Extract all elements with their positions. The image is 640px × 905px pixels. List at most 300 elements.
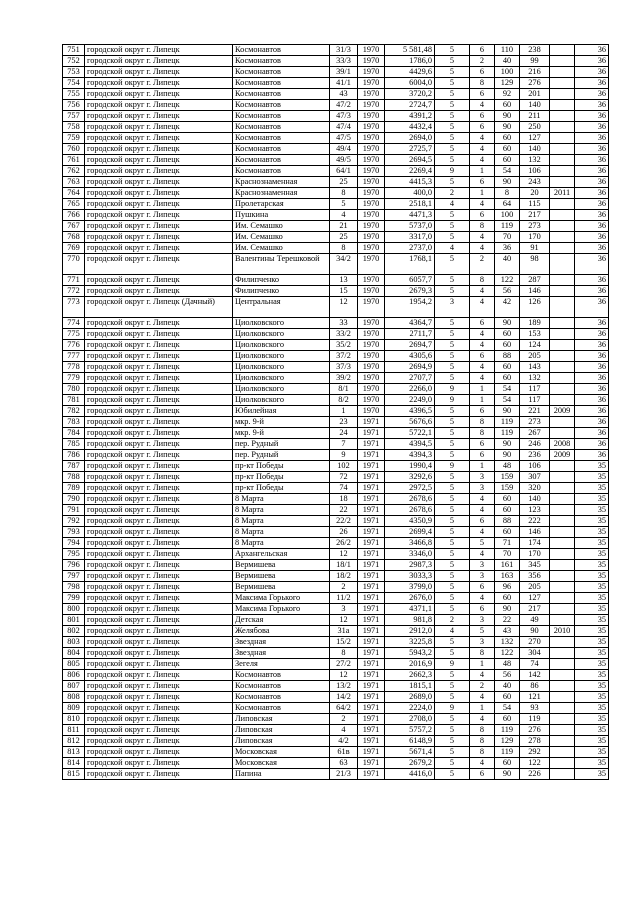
table-row: [63, 417, 609, 428]
cell-wear-percent: 36: [575, 275, 609, 286]
cell-wear-percent: 36: [575, 67, 609, 78]
cell-apartments: 42: [495, 297, 520, 318]
cell-wear-percent: 35: [575, 582, 609, 593]
cell-year-built: 1971: [358, 703, 385, 714]
cell-residents: 226: [520, 769, 550, 780]
cell-municipality: городской округ г. Липецк: [85, 538, 233, 549]
cell-house-number: 12: [330, 615, 358, 626]
cell-entrances: 3: [470, 615, 495, 626]
cell-entrances: 1: [470, 166, 495, 177]
cell-floors: 5: [435, 450, 470, 461]
cell-row-number: 806: [63, 670, 85, 681]
table-row: [63, 703, 609, 714]
cell-residents: 217: [520, 604, 550, 615]
cell-area: 3346,0: [385, 549, 435, 560]
cell-house-number: 47/4: [330, 122, 358, 133]
cell-year-built: 1971: [358, 637, 385, 648]
cell-entrances: 8: [470, 428, 495, 439]
cell-street: Космонавтов: [233, 89, 330, 100]
cell-entrances: 4: [470, 527, 495, 538]
table-row: [63, 681, 609, 692]
cell-row-number: 794: [63, 538, 85, 549]
cell-house-number: 13/2: [330, 681, 358, 692]
cell-residents: 132: [520, 373, 550, 384]
cell-street: пр-кт Победы: [233, 483, 330, 494]
cell-municipality: городской округ г. Липецк: [85, 549, 233, 560]
cell-municipality: городской округ г. Липецк: [85, 210, 233, 221]
table-row: [63, 232, 609, 243]
cell-area: 6148,9: [385, 736, 435, 747]
cell-floors: 5: [435, 210, 470, 221]
cell-house-number: 26/2: [330, 538, 358, 549]
cell-area: 2249,0: [385, 395, 435, 406]
cell-house-number: 34/2: [330, 254, 358, 275]
cell-renovation-year: [550, 177, 575, 188]
cell-apartments: 60: [495, 362, 520, 373]
cell-residents: 127: [520, 593, 550, 604]
cell-street: Папина: [233, 769, 330, 780]
cell-street: Циолковского: [233, 340, 330, 351]
cell-house-number: 25: [330, 177, 358, 188]
table-row: [63, 373, 609, 384]
cell-row-number: 760: [63, 144, 85, 155]
cell-house-number: 26: [330, 527, 358, 538]
cell-apartments: 88: [495, 351, 520, 362]
cell-entrances: 6: [470, 89, 495, 100]
cell-street: Космонавтов: [233, 45, 330, 56]
cell-wear-percent: 36: [575, 144, 609, 155]
cell-house-number: 14/2: [330, 692, 358, 703]
cell-renovation-year: [550, 560, 575, 571]
cell-area: 1768,1: [385, 254, 435, 275]
cell-entrances: 4: [470, 670, 495, 681]
cell-residents: 217: [520, 210, 550, 221]
cell-municipality: городской округ г. Липецк: [85, 450, 233, 461]
cell-floors: 5: [435, 681, 470, 692]
cell-street: 8 Марта: [233, 527, 330, 538]
cell-municipality: городской округ г. Липецк: [85, 351, 233, 362]
cell-municipality: городской округ г. Липецк: [85, 384, 233, 395]
cell-residents: 170: [520, 232, 550, 243]
cell-residents: 276: [520, 78, 550, 89]
table-row: [63, 736, 609, 747]
cell-street: Космонавтов: [233, 78, 330, 89]
cell-street: Циолковского: [233, 395, 330, 406]
cell-municipality: городской округ г. Липецк: [85, 78, 233, 89]
cell-renovation-year: [550, 329, 575, 340]
cell-year-built: 1971: [358, 571, 385, 582]
cell-row-number: 796: [63, 560, 85, 571]
cell-area: 5671,4: [385, 747, 435, 758]
table-row: [63, 78, 609, 89]
cell-wear-percent: 35: [575, 637, 609, 648]
cell-wear-percent: 36: [575, 111, 609, 122]
cell-year-built: 1970: [358, 373, 385, 384]
cell-area: 4394,5: [385, 439, 435, 450]
cell-residents: 132: [520, 155, 550, 166]
cell-floors: 5: [435, 692, 470, 703]
cell-street: 8 Марта: [233, 494, 330, 505]
cell-street: Желябова: [233, 626, 330, 637]
cell-municipality: городской округ г. Липецк: [85, 560, 233, 571]
cell-renovation-year: [550, 527, 575, 538]
cell-residents: 49: [520, 615, 550, 626]
cell-floors: 5: [435, 725, 470, 736]
cell-entrances: 4: [470, 373, 495, 384]
cell-municipality: городской округ г. Липецк: [85, 670, 233, 681]
cell-wear-percent: 35: [575, 549, 609, 560]
cell-renovation-year: [550, 461, 575, 472]
cell-area: 2725,7: [385, 144, 435, 155]
cell-wear-percent: 36: [575, 395, 609, 406]
cell-residents: 106: [520, 166, 550, 177]
cell-wear-percent: 36: [575, 78, 609, 89]
cell-year-built: 1970: [358, 188, 385, 199]
cell-row-number: 759: [63, 133, 85, 144]
cell-floors: 5: [435, 177, 470, 188]
cell-house-number: 12: [330, 670, 358, 681]
cell-wear-percent: 36: [575, 428, 609, 439]
cell-entrances: 1: [470, 384, 495, 395]
cell-residents: 99: [520, 56, 550, 67]
cell-wear-percent: 36: [575, 329, 609, 340]
cell-row-number: 813: [63, 747, 85, 758]
cell-renovation-year: [550, 516, 575, 527]
table-row: [63, 714, 609, 725]
cell-wear-percent: 36: [575, 155, 609, 166]
cell-area: 6004,0: [385, 78, 435, 89]
cell-renovation-year: 2008: [550, 439, 575, 450]
cell-year-built: 1971: [358, 417, 385, 428]
cell-entrances: 4: [470, 593, 495, 604]
cell-renovation-year: [550, 692, 575, 703]
cell-entrances: 2: [470, 254, 495, 275]
cell-entrances: 6: [470, 210, 495, 221]
cell-floors: 5: [435, 670, 470, 681]
cell-wear-percent: 35: [575, 769, 609, 780]
cell-renovation-year: [550, 232, 575, 243]
cell-residents: 276: [520, 725, 550, 736]
cell-street: Космонавтов: [233, 122, 330, 133]
cell-entrances: 4: [470, 505, 495, 516]
cell-house-number: 33: [330, 318, 358, 329]
cell-row-number: 783: [63, 417, 85, 428]
cell-area: 5 581,48: [385, 45, 435, 56]
cell-wear-percent: 35: [575, 461, 609, 472]
cell-municipality: городской округ г. Липецк: [85, 571, 233, 582]
cell-house-number: 33/2: [330, 329, 358, 340]
cell-row-number: 789: [63, 483, 85, 494]
cell-apartments: 60: [495, 340, 520, 351]
table-row: [63, 297, 609, 318]
cell-area: 2678,6: [385, 505, 435, 516]
cell-street: Космонавтов: [233, 67, 330, 78]
cell-apartments: 159: [495, 483, 520, 494]
cell-street: Вермишева: [233, 571, 330, 582]
cell-apartments: 60: [495, 692, 520, 703]
cell-entrances: 6: [470, 439, 495, 450]
cell-house-number: 33/3: [330, 56, 358, 67]
cell-row-number: 787: [63, 461, 85, 472]
cell-street: Звездная: [233, 648, 330, 659]
cell-street: Космонавтов: [233, 133, 330, 144]
cell-floors: 5: [435, 417, 470, 428]
cell-house-number: 22/2: [330, 516, 358, 527]
cell-floors: 2: [435, 615, 470, 626]
cell-apartments: 70: [495, 549, 520, 560]
cell-row-number: 797: [63, 571, 85, 582]
cell-renovation-year: [550, 538, 575, 549]
cell-residents: 246: [520, 439, 550, 450]
cell-street: Московская: [233, 747, 330, 758]
cell-apartments: 60: [495, 133, 520, 144]
cell-floors: 5: [435, 56, 470, 67]
cell-entrances: 4: [470, 199, 495, 210]
cell-residents: 127: [520, 133, 550, 144]
cell-municipality: городской округ г. Липецк: [85, 406, 233, 417]
cell-municipality: городской округ г. Липецк: [85, 681, 233, 692]
cell-wear-percent: 35: [575, 692, 609, 703]
cell-row-number: 799: [63, 593, 85, 604]
cell-area: 4471,3: [385, 210, 435, 221]
cell-apartments: 22: [495, 615, 520, 626]
cell-renovation-year: 2009: [550, 406, 575, 417]
cell-apartments: 90: [495, 439, 520, 450]
cell-house-number: 31/3: [330, 45, 358, 56]
cell-row-number: 753: [63, 67, 85, 78]
cell-renovation-year: [550, 297, 575, 318]
cell-row-number: 801: [63, 615, 85, 626]
cell-street: 8 Марта: [233, 516, 330, 527]
cell-residents: 222: [520, 516, 550, 527]
table-row: [63, 637, 609, 648]
cell-municipality: городской округ г. Липецк: [85, 461, 233, 472]
cell-wear-percent: 35: [575, 648, 609, 659]
cell-municipality: городской округ г. Липецк: [85, 111, 233, 122]
cell-entrances: 6: [470, 604, 495, 615]
cell-renovation-year: [550, 758, 575, 769]
cell-renovation-year: [550, 351, 575, 362]
cell-year-built: 1971: [358, 725, 385, 736]
cell-row-number: 778: [63, 362, 85, 373]
cell-municipality: городской округ г. Липецк: [85, 122, 233, 133]
cell-area: 5737,0: [385, 221, 435, 232]
cell-house-number: 8/2: [330, 395, 358, 406]
cell-street: Космонавтов: [233, 703, 330, 714]
cell-wear-percent: 36: [575, 177, 609, 188]
cell-street: Космонавтов: [233, 692, 330, 703]
cell-apartments: 60: [495, 373, 520, 384]
cell-residents: 121: [520, 692, 550, 703]
table-row: [63, 527, 609, 538]
cell-renovation-year: [550, 549, 575, 560]
cell-area: 2224,0: [385, 703, 435, 714]
cell-street: Юбилейная: [233, 406, 330, 417]
cell-street: Циолковского: [233, 384, 330, 395]
cell-year-built: 1971: [358, 604, 385, 615]
cell-entrances: 1: [470, 703, 495, 714]
cell-entrances: 8: [470, 736, 495, 747]
cell-house-number: 49/5: [330, 155, 358, 166]
cell-apartments: 90: [495, 604, 520, 615]
cell-apartments: 122: [495, 648, 520, 659]
cell-municipality: городской округ г. Липецк: [85, 494, 233, 505]
cell-floors: 5: [435, 714, 470, 725]
cell-wear-percent: 35: [575, 736, 609, 747]
cell-renovation-year: [550, 703, 575, 714]
cell-year-built: 1970: [358, 362, 385, 373]
cell-renovation-year: [550, 571, 575, 582]
cell-renovation-year: [550, 681, 575, 692]
cell-floors: 5: [435, 439, 470, 450]
cell-renovation-year: [550, 210, 575, 221]
cell-street: Космонавтов: [233, 166, 330, 177]
cell-area: 5722,1: [385, 428, 435, 439]
cell-area: 981,8: [385, 615, 435, 626]
cell-entrances: 4: [470, 494, 495, 505]
cell-apartments: 60: [495, 758, 520, 769]
cell-area: 4429,6: [385, 67, 435, 78]
cell-renovation-year: [550, 111, 575, 122]
cell-area: 1954,2: [385, 297, 435, 318]
cell-house-number: 13: [330, 275, 358, 286]
cell-year-built: 1971: [358, 593, 385, 604]
cell-row-number: 766: [63, 210, 85, 221]
cell-apartments: 40: [495, 681, 520, 692]
cell-apartments: 43: [495, 626, 520, 637]
cell-row-number: 756: [63, 100, 85, 111]
cell-entrances: 6: [470, 516, 495, 527]
cell-year-built: 1970: [358, 395, 385, 406]
cell-row-number: 765: [63, 199, 85, 210]
cell-street: Зегеля: [233, 659, 330, 670]
cell-residents: 143: [520, 362, 550, 373]
cell-municipality: городской округ г. Липецк: [85, 243, 233, 254]
cell-entrances: 4: [470, 714, 495, 725]
cell-entrances: 4: [470, 243, 495, 254]
cell-house-number: 7: [330, 439, 358, 450]
table-row: [63, 254, 609, 275]
cell-residents: 140: [520, 494, 550, 505]
cell-renovation-year: [550, 384, 575, 395]
cell-residents: 123: [520, 505, 550, 516]
cell-municipality: городской округ г. Липецк: [85, 428, 233, 439]
cell-row-number: 803: [63, 637, 85, 648]
cell-renovation-year: [550, 593, 575, 604]
cell-renovation-year: [550, 670, 575, 681]
cell-floors: 9: [435, 384, 470, 395]
cell-year-built: 1970: [358, 78, 385, 89]
cell-renovation-year: [550, 100, 575, 111]
cell-renovation-year: [550, 714, 575, 725]
cell-row-number: 786: [63, 450, 85, 461]
cell-entrances: 5: [470, 626, 495, 637]
cell-house-number: 15: [330, 286, 358, 297]
cell-house-number: 37/2: [330, 351, 358, 362]
cell-floors: 5: [435, 232, 470, 243]
cell-floors: 9: [435, 166, 470, 177]
cell-apartments: 90: [495, 769, 520, 780]
table-row: [63, 538, 609, 549]
cell-residents: 140: [520, 144, 550, 155]
cell-area: 2699,4: [385, 527, 435, 538]
cell-area: 2737,0: [385, 243, 435, 254]
cell-municipality: городской округ г. Липецк: [85, 45, 233, 56]
cell-entrances: 4: [470, 758, 495, 769]
cell-apartments: 161: [495, 560, 520, 571]
cell-year-built: 1970: [358, 177, 385, 188]
cell-house-number: 37/3: [330, 362, 358, 373]
cell-apartments: 40: [495, 254, 520, 275]
housing-table: [62, 44, 609, 780]
cell-row-number: 781: [63, 395, 85, 406]
table-row: [63, 582, 609, 593]
cell-house-number: 64/1: [330, 166, 358, 177]
cell-house-number: 24: [330, 428, 358, 439]
cell-floors: 5: [435, 769, 470, 780]
cell-apartments: 163: [495, 571, 520, 582]
cell-wear-percent: 36: [575, 56, 609, 67]
cell-apartments: 64: [495, 199, 520, 210]
cell-entrances: 4: [470, 329, 495, 340]
cell-street: Циолковского: [233, 351, 330, 362]
cell-entrances: 3: [470, 472, 495, 483]
cell-wear-percent: 36: [575, 286, 609, 297]
cell-wear-percent: 36: [575, 362, 609, 373]
cell-apartments: 54: [495, 384, 520, 395]
cell-area: 2689,0: [385, 692, 435, 703]
cell-municipality: городской округ г. Липецк: [85, 188, 233, 199]
cell-year-built: 1971: [358, 615, 385, 626]
cell-municipality: городской округ г. Липецк: [85, 648, 233, 659]
cell-row-number: 800: [63, 604, 85, 615]
cell-house-number: 18/1: [330, 560, 358, 571]
cell-street: Валентины Терешковой: [233, 254, 330, 275]
table-row: [63, 571, 609, 582]
cell-area: 6057,7: [385, 275, 435, 286]
cell-entrances: 4: [470, 133, 495, 144]
cell-apartments: 132: [495, 637, 520, 648]
cell-year-built: 1970: [358, 243, 385, 254]
cell-house-number: 25: [330, 232, 358, 243]
cell-row-number: 755: [63, 89, 85, 100]
cell-area: 2707,7: [385, 373, 435, 384]
cell-renovation-year: [550, 505, 575, 516]
cell-municipality: городской округ г. Липецк: [85, 527, 233, 538]
table-row: [63, 395, 609, 406]
cell-year-built: 1970: [358, 340, 385, 351]
cell-entrances: 4: [470, 232, 495, 243]
cell-row-number: 804: [63, 648, 85, 659]
table-row: [63, 199, 609, 210]
cell-street: Вермишева: [233, 582, 330, 593]
cell-year-built: 1970: [358, 100, 385, 111]
cell-wear-percent: 36: [575, 45, 609, 56]
table-row: [63, 133, 609, 144]
table-row: [63, 483, 609, 494]
cell-area: 2678,6: [385, 494, 435, 505]
cell-entrances: 3: [470, 560, 495, 571]
cell-wear-percent: 36: [575, 450, 609, 461]
cell-area: 4305,6: [385, 351, 435, 362]
cell-floors: 5: [435, 560, 470, 571]
cell-area: 5676,6: [385, 417, 435, 428]
cell-floors: 4: [435, 199, 470, 210]
cell-floors: 5: [435, 144, 470, 155]
cell-area: 2679,2: [385, 758, 435, 769]
table-row: [63, 243, 609, 254]
cell-wear-percent: 35: [575, 472, 609, 483]
